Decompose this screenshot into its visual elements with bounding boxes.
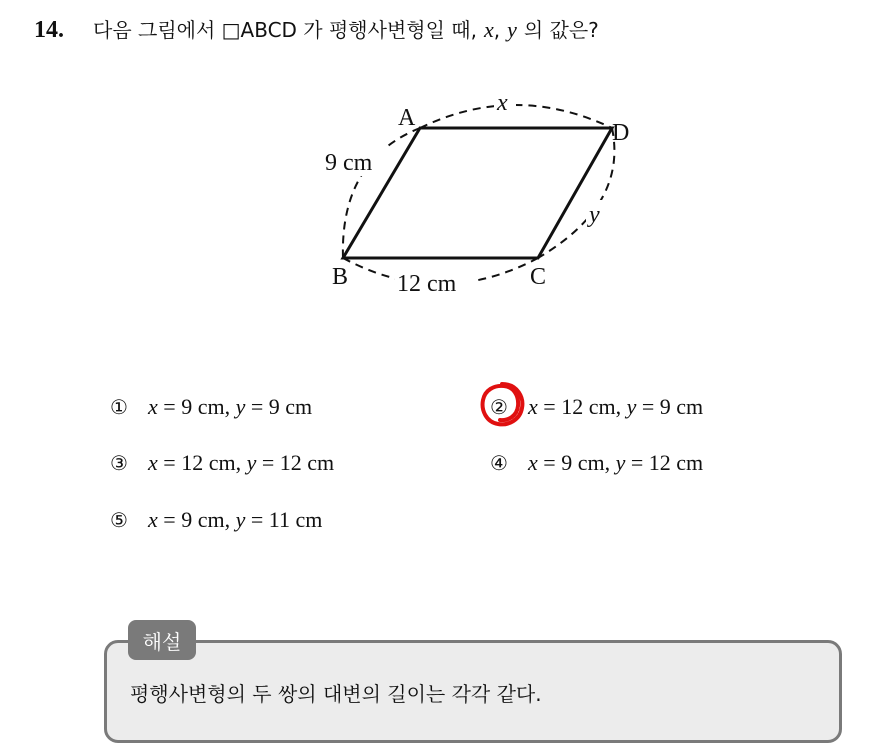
question-var-y: y (507, 17, 517, 42)
choice-x-value: 9 (181, 507, 193, 532)
choice-number: ① (110, 395, 128, 419)
choice-unit: cm (208, 450, 236, 475)
side-label-y: y (589, 202, 600, 228)
question-text-before: 다음 그림에서 □ABCD 가 평행사변형일 때, (93, 18, 477, 42)
choice-number: ③ (110, 451, 128, 475)
solution-tag: 해설 (128, 620, 196, 660)
choice-var-x: x (148, 450, 158, 475)
choice-3[interactable]: ③ x = 12 cm, y = 12 cm (110, 450, 335, 475)
choice-2[interactable]: ② x = 12 cm, y = 9 cm (490, 394, 704, 419)
choice-var-y: y (235, 507, 246, 532)
choice-y-value: 12 (648, 450, 671, 475)
choice-x-value: 12 (181, 450, 204, 475)
question-header (34, 14, 599, 44)
choice-var-x: x (148, 507, 158, 532)
choice-var-x: x (528, 450, 538, 475)
parallelogram-shape (343, 128, 612, 258)
solution-text: 평행사변형의 두 쌍의 대변의 길이는 각각 같다. (130, 682, 542, 706)
choice-unit: cm (295, 507, 323, 532)
choice-number: ② (490, 395, 508, 419)
parallelogram-figure (300, 80, 660, 310)
choice-x-value: 9 (181, 394, 193, 419)
choice-unit: cm (588, 394, 616, 419)
question-comma: , (493, 18, 501, 42)
choice-number: ⑤ (110, 508, 128, 532)
choice-unit: cm (285, 394, 313, 419)
side-label-x: x (497, 90, 508, 116)
choice-x-value: 12 (561, 394, 584, 419)
choice-unit: cm (577, 450, 605, 475)
choice-x-value: 9 (561, 450, 573, 475)
choice-var-x: x (148, 394, 158, 419)
choice-unit: cm (676, 450, 704, 475)
choice-unit: cm (676, 394, 704, 419)
choice-var-y: y (615, 450, 626, 475)
choice-y-value: 12 (279, 450, 302, 475)
vertex-label-b: B (332, 264, 349, 290)
choice-var-x: x (528, 394, 538, 419)
choice-1[interactable]: ① x = 9 cm, y = 9 cm (110, 394, 313, 419)
choice-var-y: y (626, 394, 637, 419)
question-text-after: 의 값은? (523, 18, 599, 42)
choice-number: ④ (490, 451, 508, 475)
choice-unit: cm (197, 394, 225, 419)
vertex-label-c: C (530, 264, 547, 290)
question-number: 14. (34, 17, 64, 43)
choice-5[interactable]: ⑤ x = 9 cm, y = 11 cm (110, 507, 323, 532)
side-label-ab: 9 cm (325, 150, 373, 176)
choice-4[interactable]: ④ x = 9 cm, y = 12 cm (490, 450, 704, 475)
choice-unit: cm (307, 450, 335, 475)
side-label-bc: 12 cm (397, 271, 457, 297)
choice-var-y: y (235, 394, 246, 419)
choice-y-value: 9 (659, 394, 671, 419)
vertex-label-a: A (398, 105, 416, 131)
choice-var-y: y (246, 450, 257, 475)
answer-circle-mark (478, 380, 526, 428)
choice-y-value: 11 (268, 507, 290, 532)
choice-y-value: 9 (268, 394, 280, 419)
choice-unit: cm (197, 507, 225, 532)
vertex-label-d: D (612, 120, 630, 146)
question-var-x: x (483, 17, 494, 42)
